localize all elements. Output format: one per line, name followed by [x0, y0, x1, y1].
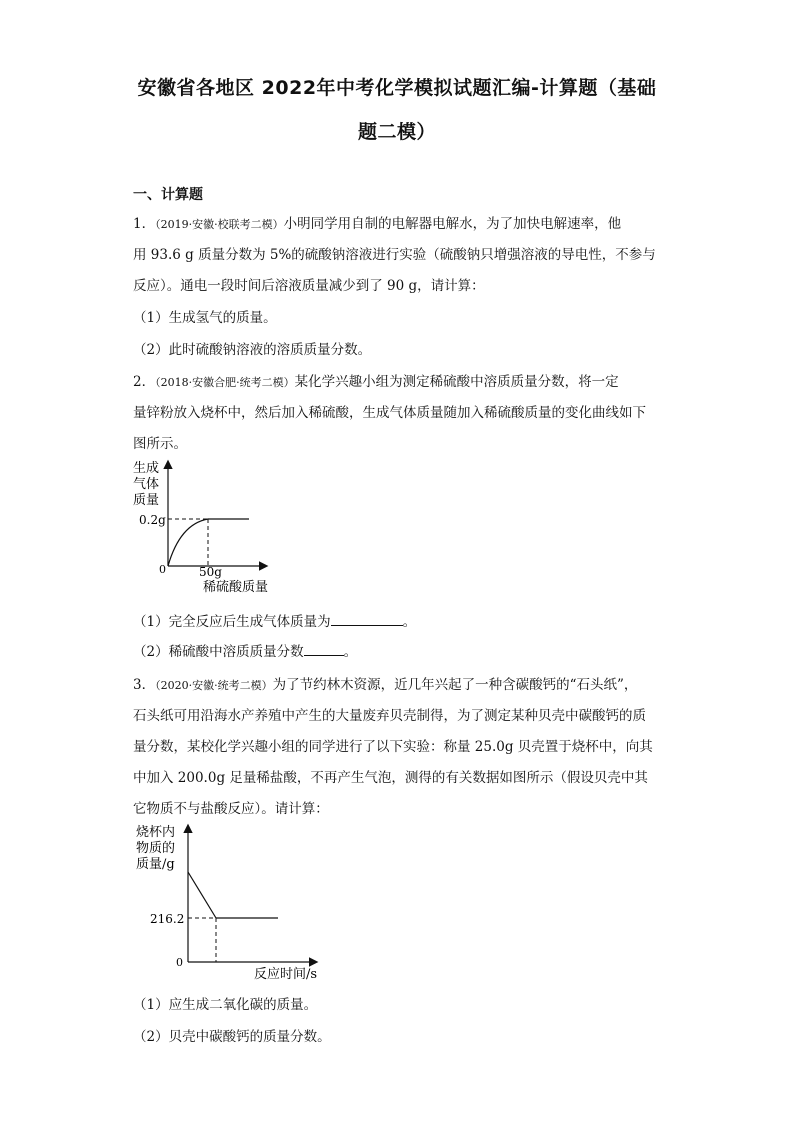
q3-ylabel-2: 物质的	[136, 841, 176, 856]
q2-y-tick: 0.2g	[139, 513, 166, 527]
q1-line-1-text: 小明同学用自制的电解器电解水，为了加快电解速率，他	[283, 216, 622, 232]
q3-sub-1: （1）应生成二氧化碳的质量。	[133, 997, 318, 1013]
q3-sub-2: （2）贝壳中碳酸钙的质量分数。	[133, 1029, 331, 1045]
q2-answer-blank-2[interactable]	[304, 643, 344, 656]
q3-ylabel-3: 质量/g	[136, 857, 175, 872]
q1-sub-1: （1）生成氢气的质量。	[133, 310, 277, 326]
q1-line-2: 用 93.6 g 质量分数为 5%的硫酸钠溶液进行实验（硫酸钠只增强溶液的导电性，不参与	[133, 247, 656, 263]
q2-answer-blank-1[interactable]	[331, 613, 403, 626]
q3-line-2: 石头纸可用沿海水产养殖中产生的大量废弃贝壳制得，为了测定某种贝壳中碳酸钙的质	[133, 708, 646, 724]
q2-line-1-text: 某化学兴趣小组为测定稀硫酸中溶质质量分数，将一定	[294, 374, 619, 390]
q2-ylabel-1: 生成	[133, 461, 160, 476]
q2-x-tick: 50g	[199, 565, 222, 579]
q3-line-4: 中加入 200.0g 足量稀盐酸，不再产生气泡，测得的有关数据如图所示（假设贝壳中其	[133, 770, 648, 786]
q3-line-3: 量分数，某校化学兴趣小组的同学进行了以下实验：称量 25.0g 贝壳置于烧杯中，向其	[133, 739, 653, 755]
page-title	[120, 66, 674, 154]
q2-curve	[168, 519, 208, 566]
q2-ylabel-3: 质量	[133, 493, 160, 508]
q2-graph	[128, 456, 288, 602]
q2-sub-1-text: （1）完全反应后生成气体质量为	[133, 614, 331, 630]
q3-decline	[188, 872, 216, 918]
q1-number: 1．	[133, 216, 156, 232]
q2-number: 2．	[133, 374, 156, 390]
q2-ylabel-2: 气体	[133, 477, 160, 492]
section-heading: 一、计算题	[133, 187, 203, 203]
q2-sub-2	[133, 640, 357, 660]
q1-line-3: 反应）。通电一段时间后溶液质量减少到了 90 g，请计算：	[133, 278, 485, 294]
q2-sub-1-end: 。	[402, 614, 417, 630]
q3-xlabel: 反应时间/s	[254, 967, 318, 982]
q2-sub-1	[133, 610, 416, 630]
q3-y-tick: 216.2	[150, 912, 185, 926]
q1-source: （2019·安徽·校联考二模）	[155, 218, 284, 231]
q2-sub-2-text: （2）稀硫酸中溶质质量分数	[133, 644, 304, 660]
title-line-1: 安徽省各地区 2022年中考化学模拟试题汇编-计算题（基础	[137, 77, 657, 99]
q3-ylabel-1: 烧杯内	[136, 825, 176, 840]
q3-graph	[130, 820, 330, 984]
q1-line-1	[133, 212, 621, 232]
q3-source: （2020·安徽·统考二模）	[155, 679, 273, 692]
q2-origin: 0	[159, 563, 166, 576]
q3-number: 3．	[133, 677, 156, 693]
q2-xlabel: 稀硫酸质量	[203, 580, 269, 595]
q2-source: （2018·安徽合肥·统考二模）	[155, 376, 295, 389]
title-line-2: 题二模）	[357, 121, 436, 143]
q3-line-1	[133, 673, 637, 693]
q2-line-3: 图所示。	[133, 436, 187, 452]
q3-line-5: 它物质不与盐酸反应）。请计算：	[133, 801, 329, 817]
q2-line-1	[133, 370, 619, 390]
q1-sub-2: （2）此时硫酸钠溶液的溶质质量分数。	[133, 342, 372, 358]
q2-sub-2-end: 。	[343, 644, 358, 660]
q3-origin: 0	[176, 956, 183, 969]
q2-line-2: 量锌粉放入烧杯中，然后加入稀硫酸，生成气体质量随加入稀硫酸质量的变化曲线如下	[133, 405, 646, 421]
q3-line-1-text: 为了节约林木资源，近几年兴起了一种含碳酸钙的“石头纸”，	[272, 677, 638, 693]
